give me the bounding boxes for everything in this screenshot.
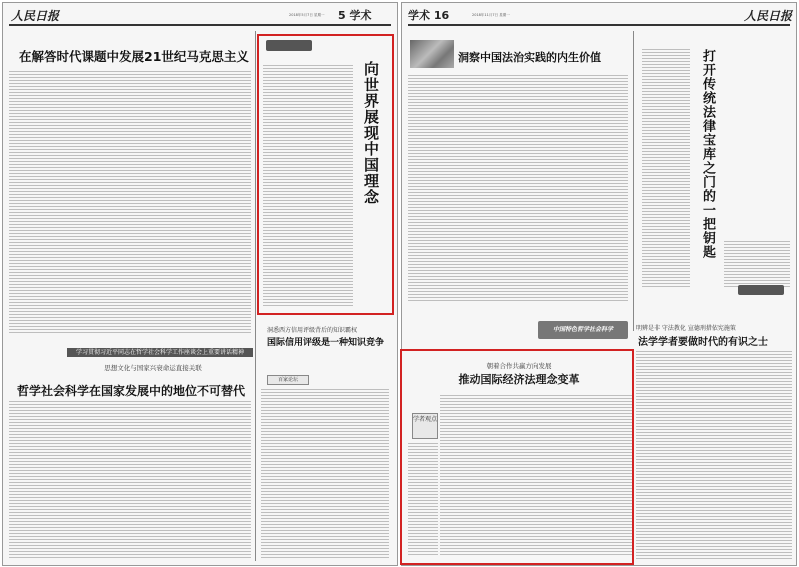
article-body-right-main [408, 75, 628, 303]
kicker-box: 朝着合作共赢方向发展 [486, 362, 552, 370]
series-logo: 中国特色哲学社会科学 [538, 321, 628, 339]
banner-study-strip: 学习贯彻习近平同志在哲学社会科学工作座谈会上重要讲话精神 [67, 348, 253, 357]
column-tag-left: 百家论坛 [267, 375, 309, 385]
main-headline-right: 洞察中国法治实践的内生价值 [458, 51, 601, 64]
box-tag: 学者观点 [412, 413, 438, 439]
masthead-left: 人民日报 [11, 9, 60, 23]
column-logo-right [738, 285, 784, 295]
section-label-right: 学术 16 [408, 9, 450, 22]
masthead-right: 人民日报 [744, 9, 793, 23]
headline-right: 法学学者要做时代的有识之士 [638, 337, 768, 348]
highlight-box-right [400, 349, 634, 565]
highlight-box-left [257, 34, 394, 315]
article-body-right-col-end [724, 241, 790, 287]
kicker-right: 明辨是非 守法教化 宣德刑措依宪施策 [636, 325, 736, 332]
main-headline-left: 在解答时代课题中发展21世纪马克思主义 [19, 49, 249, 64]
column-divider-right [633, 31, 634, 331]
article-body-left-bottom [9, 401, 251, 559]
section-label-left: 5 学术 [338, 9, 372, 22]
column-divider-left [255, 31, 256, 561]
article-body-right-side [636, 351, 792, 559]
bottom-headline-left: 哲学社会科学在国家发展中的地位不可替代 [17, 384, 246, 398]
sub-kicker-1: 洞悉西方信用评级背后的知识霸权 [267, 327, 358, 334]
dateline-left: 2018年5月7日 星期一 [289, 13, 325, 17]
article-body-right-col [642, 49, 690, 287]
photo-right [410, 40, 454, 68]
article-body-left-main [9, 71, 251, 333]
dateline-right: 2018年11月7日 星期一 [472, 13, 510, 17]
article-body-left-side [261, 389, 389, 559]
kicker-left: 思想文化与国家兴衰命运直接关联 [104, 364, 202, 372]
vertical-title-right: 打开传统法律宝库之门的一把钥匙 [700, 49, 715, 259]
box-title-vertical: 向世界展现中国理念 [362, 61, 380, 205]
box-headline: 推动国际经济法理念变革 [458, 373, 580, 386]
sub-headline-1: 国际信用评级是一种知识竞争 [267, 338, 385, 348]
top-rule-left [9, 24, 391, 26]
top-rule-right [408, 24, 790, 26]
